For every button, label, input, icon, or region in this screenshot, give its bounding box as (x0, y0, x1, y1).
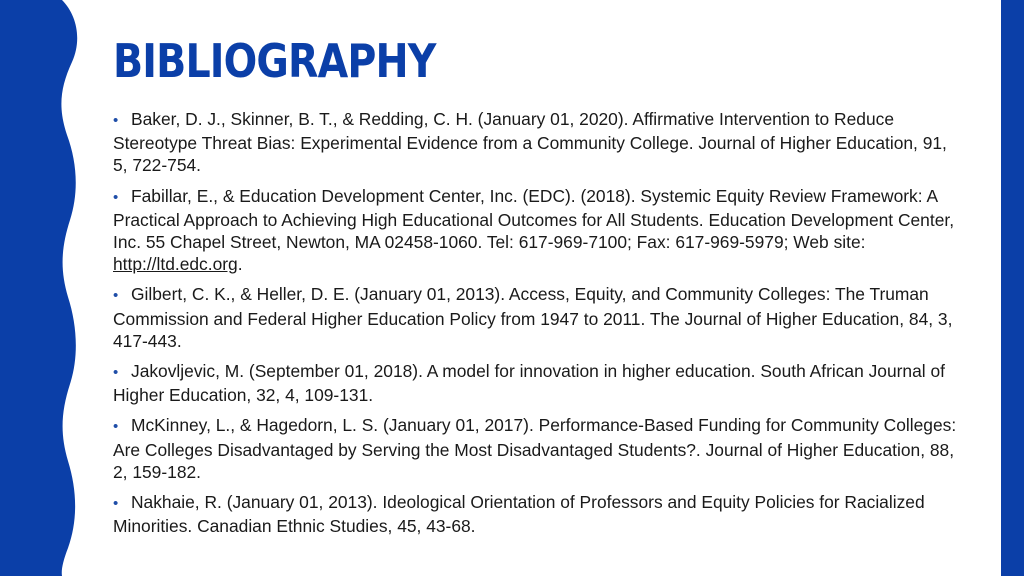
reference-text: Fabillar, E., & Education Development Center, Inc. (EDC). (2018). Systemic Equity Review Framework: A Practical Approach to Achieving High Educational Outcomes for All Students. Education Development Center, Inc. 55 Chapel Street, Newton, MA 02458-1060. Tel: 617-969-7100; Fax: 617-969-5979; Web site: (113, 185, 955, 253)
reference-text: Gilbert, C. K., & Heller, D. E. (January 01, 2013). Access, Equity, and Community Colleges: The Truman Commission and Federal Higher Education Policy from 1947 to 2011. The Journal of Higher Education, 84, 3, 417-443. (113, 284, 953, 351)
reference-text: Jakovljevic, M. (September 01, 2018). A model for innovation in higher education. South African Journal of Higher Education, 32, 4, 109-131. (113, 361, 945, 406)
reference-text: Nakhaie, R. (January 01, 2013). Ideological Orientation of Professors and Equity Policies for Racialized Minorities. Canadian Ethnic Studies, 45, 43-68. (113, 492, 925, 537)
reference-text-end: . (237, 254, 243, 275)
reference-item (113, 491, 958, 537)
reference-item (113, 360, 958, 406)
reference-text: McKinney, L., & Hagedorn, L. S. (January 01, 2017). Performance-Based Funding for Community Colleges: Are Colleges Disadvantaged by Serving the Most Disadvantaged Students?. Journal of Higher Education, 88, 2, 159-182. (113, 415, 957, 482)
bullet-icon: • (113, 287, 119, 305)
slide-title: BIBLIOGRAPHY (113, 34, 436, 88)
bullet-icon: • (113, 188, 119, 206)
bullet-icon: • (113, 418, 119, 436)
bullet-icon: • (113, 495, 119, 513)
reference-item (113, 108, 958, 177)
right-accent-bar (1001, 0, 1024, 576)
reference-link[interactable]: http://ltd.edc.org (113, 254, 238, 275)
reference-list (113, 108, 958, 545)
bullet-icon: • (113, 112, 119, 129)
reference-item (113, 185, 958, 276)
reference-text: Baker, D. J., Skinner, B. T., & Redding, C. H. (January 01, 2020). Affirmative Intervention to Reduce Stereotype Threat Bias: Experimental Evidence from a Community College. Journal of Higher Education, 91, 5, 722-754. (113, 109, 947, 176)
reference-item (113, 283, 958, 352)
wave-shape (0, 0, 77, 576)
wave-border-decoration (0, 0, 80, 576)
reference-item (113, 414, 958, 483)
bullet-icon: • (113, 364, 119, 382)
